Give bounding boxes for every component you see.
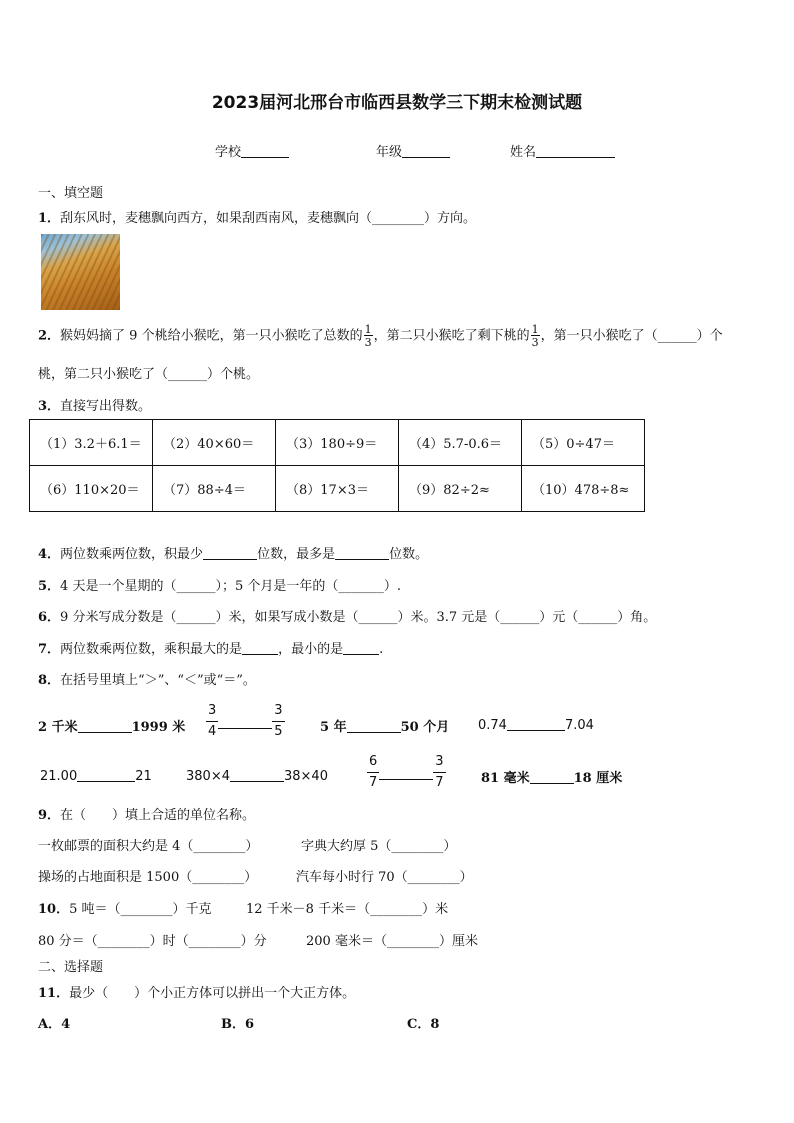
- question-text: 最少（ ）个小正方体可以拼出一个大正方体。: [69, 986, 356, 1001]
- question-text: ，第一只小猴吃了（______）个: [540, 328, 723, 344]
- compare-item: [38, 716, 185, 735]
- table-cell: （3）180÷9＝: [276, 420, 399, 466]
- grade-label: 年级: [376, 145, 403, 160]
- compare-blank: [507, 716, 565, 731]
- grade-field: [376, 141, 450, 160]
- fraction: [531, 324, 540, 348]
- question-text: 两位数乘两位数，积最少: [60, 547, 204, 562]
- question-text: 在括号里填上“＞”、“＜”或“＝”。: [60, 673, 256, 688]
- fraction: [206, 704, 218, 740]
- table-cell: （10）478÷8≈: [522, 466, 645, 512]
- question-number: 11．: [38, 986, 70, 1001]
- compare-blank: [230, 767, 284, 782]
- answer-blank: [343, 640, 379, 655]
- question-2: [38, 324, 723, 348]
- question-text: .: [379, 642, 384, 657]
- denominator: 3: [364, 336, 372, 349]
- question-number: 5．: [38, 579, 61, 594]
- denominator: 7: [435, 774, 444, 790]
- fraction: [364, 324, 373, 348]
- name-label: 姓名: [510, 145, 537, 160]
- compare-item: [478, 716, 594, 733]
- section-choice-heading: 二、选择题: [38, 960, 104, 975]
- option-b: B．6: [221, 1017, 255, 1032]
- question-text: 在（ ）填上合适的单位名称。: [60, 808, 256, 823]
- question-10-item: 12 千米－8 千米＝（________）米: [246, 902, 449, 917]
- compare-right: 21: [135, 769, 152, 784]
- numerator: 1: [531, 323, 539, 336]
- question-9-item: 字典大约厚 5（________）: [301, 839, 457, 854]
- compare-blank: [347, 718, 401, 733]
- compare-left: 2 千米: [38, 720, 78, 735]
- table-row: [30, 466, 645, 512]
- compare-right: 1999 米: [131, 720, 186, 735]
- question-text: 两位数乘两位数，乘积最大的是: [60, 642, 243, 657]
- question-number: 1．: [38, 211, 61, 226]
- question-10-item: 80 分＝（________）时（________）分: [38, 934, 267, 949]
- question-5: [38, 575, 401, 594]
- option-c: C．8: [407, 1017, 440, 1032]
- denominator: 7: [369, 774, 378, 790]
- compare-right: 38×40: [283, 769, 328, 784]
- compare-item: [186, 767, 328, 784]
- question-10-item: 5 吨＝（________）千克: [69, 902, 212, 917]
- option-a: A．4: [38, 1017, 71, 1032]
- question-9-item: 操场的占地面积是 1500（________）: [38, 870, 258, 885]
- question-number: 3．: [38, 399, 61, 414]
- numerator: 3: [206, 704, 218, 722]
- compare-right: 7.04: [564, 718, 594, 733]
- compare-item: [40, 767, 152, 784]
- question-text: ，第二只小猴吃了剩下桃的: [373, 328, 530, 344]
- question-text: 位数。: [389, 547, 429, 562]
- numerator: 1: [364, 323, 372, 336]
- table-cell: （6）110×20＝: [30, 466, 153, 512]
- compare-item: [320, 716, 449, 735]
- question-8: [38, 669, 256, 688]
- page-title: 2023届河北邢台市临西县数学三下期末检测试题: [211, 93, 583, 113]
- compare-item: [367, 755, 446, 791]
- question-number: 10．: [38, 902, 70, 917]
- compare-right: 50 个月: [400, 720, 450, 735]
- calculation-table: [29, 419, 645, 512]
- table-cell: （4）5.7-0.6＝: [399, 420, 522, 466]
- question-9: [38, 804, 255, 823]
- question-3: [38, 395, 151, 414]
- compare-blank: [78, 718, 132, 733]
- compare-right: 18 厘米: [573, 771, 623, 786]
- fraction: [367, 755, 379, 791]
- question-number: 2．: [38, 328, 61, 344]
- question-9-item: 汽车每小时行 70（________）: [296, 870, 473, 885]
- fraction: [272, 704, 284, 740]
- question-text: 刮东风时，麦穗飘向西方，如果刮西南风，麦穗飘向（________）方向。: [60, 211, 477, 226]
- question-7: [38, 638, 383, 657]
- question-4: [38, 543, 428, 562]
- compare-blank: [379, 765, 433, 780]
- wheat-photo: [41, 234, 120, 310]
- question-number: 4．: [38, 547, 61, 562]
- question-text: 位数，最多是: [257, 547, 336, 562]
- denominator: 4: [208, 723, 217, 739]
- question-10: [38, 898, 212, 917]
- school-field: [215, 141, 289, 160]
- school-label: 学校: [215, 145, 242, 160]
- compare-left: 380×4: [186, 769, 230, 784]
- question-6: [38, 606, 656, 625]
- compare-left: 21.00: [40, 769, 78, 784]
- fraction: [433, 755, 445, 791]
- table-cell: （7）88÷4＝: [153, 466, 276, 512]
- question-text: 猴妈妈摘了 9 个桃给小猴吃，第一只小猴吃了总数的: [60, 328, 363, 344]
- section-fill-heading: 一、填空题: [38, 186, 104, 201]
- compare-left: 81 毫米: [481, 771, 530, 786]
- answer-blank: [203, 545, 257, 560]
- question-10-item: 200 毫米＝（________）厘米: [306, 934, 478, 949]
- numerator: 3: [433, 755, 445, 773]
- question-number: 7．: [38, 642, 61, 657]
- compare-blank: [530, 769, 574, 784]
- grade-blank: [402, 143, 450, 158]
- question-1: [38, 207, 476, 226]
- question-text: ，最小的是: [278, 642, 344, 657]
- question-9-item: 一枚邮票的面积大约是 4（________）: [38, 839, 259, 854]
- question-text: 4 天是一个星期的（______）；5 个月是一年的（_______）.: [60, 579, 401, 594]
- table-cell: （1）3.2＋6.1＝: [30, 420, 153, 466]
- question-number: 8．: [38, 673, 61, 688]
- question-2-line2: 桃，第二只小猴吃了（______）个桃。: [38, 367, 260, 382]
- table-cell: （8）17×3＝: [276, 466, 399, 512]
- question-number: 6．: [38, 610, 61, 625]
- compare-item: [206, 704, 285, 740]
- denominator: 3: [531, 336, 539, 349]
- question-11: [38, 982, 355, 1001]
- numerator: 3: [272, 704, 284, 722]
- compare-blank: [77, 767, 135, 782]
- table-cell: （5）0÷47＝: [522, 420, 645, 466]
- answer-blank: [242, 640, 278, 655]
- compare-item: [481, 767, 622, 786]
- denominator: 5: [274, 723, 283, 739]
- question-text: 9 分米写成分数是（______）米，如果写成小数是（______）米。3.7 元是（______）元（______）角。: [60, 610, 657, 625]
- name-blank: [536, 143, 615, 158]
- compare-left: 0.74: [478, 718, 507, 733]
- table-cell: （2）40×60＝: [153, 420, 276, 466]
- compare-left: 5 年: [320, 720, 347, 735]
- compare-blank: [218, 714, 272, 729]
- school-blank: [241, 143, 289, 158]
- name-field: [510, 141, 615, 160]
- question-number: 9．: [38, 808, 61, 823]
- answer-blank: [335, 545, 389, 560]
- numerator: 6: [367, 755, 379, 773]
- table-row: [30, 420, 645, 466]
- question-text: 直接写出得数。: [60, 399, 152, 414]
- table-cell: （9）82÷2≈: [399, 466, 522, 512]
